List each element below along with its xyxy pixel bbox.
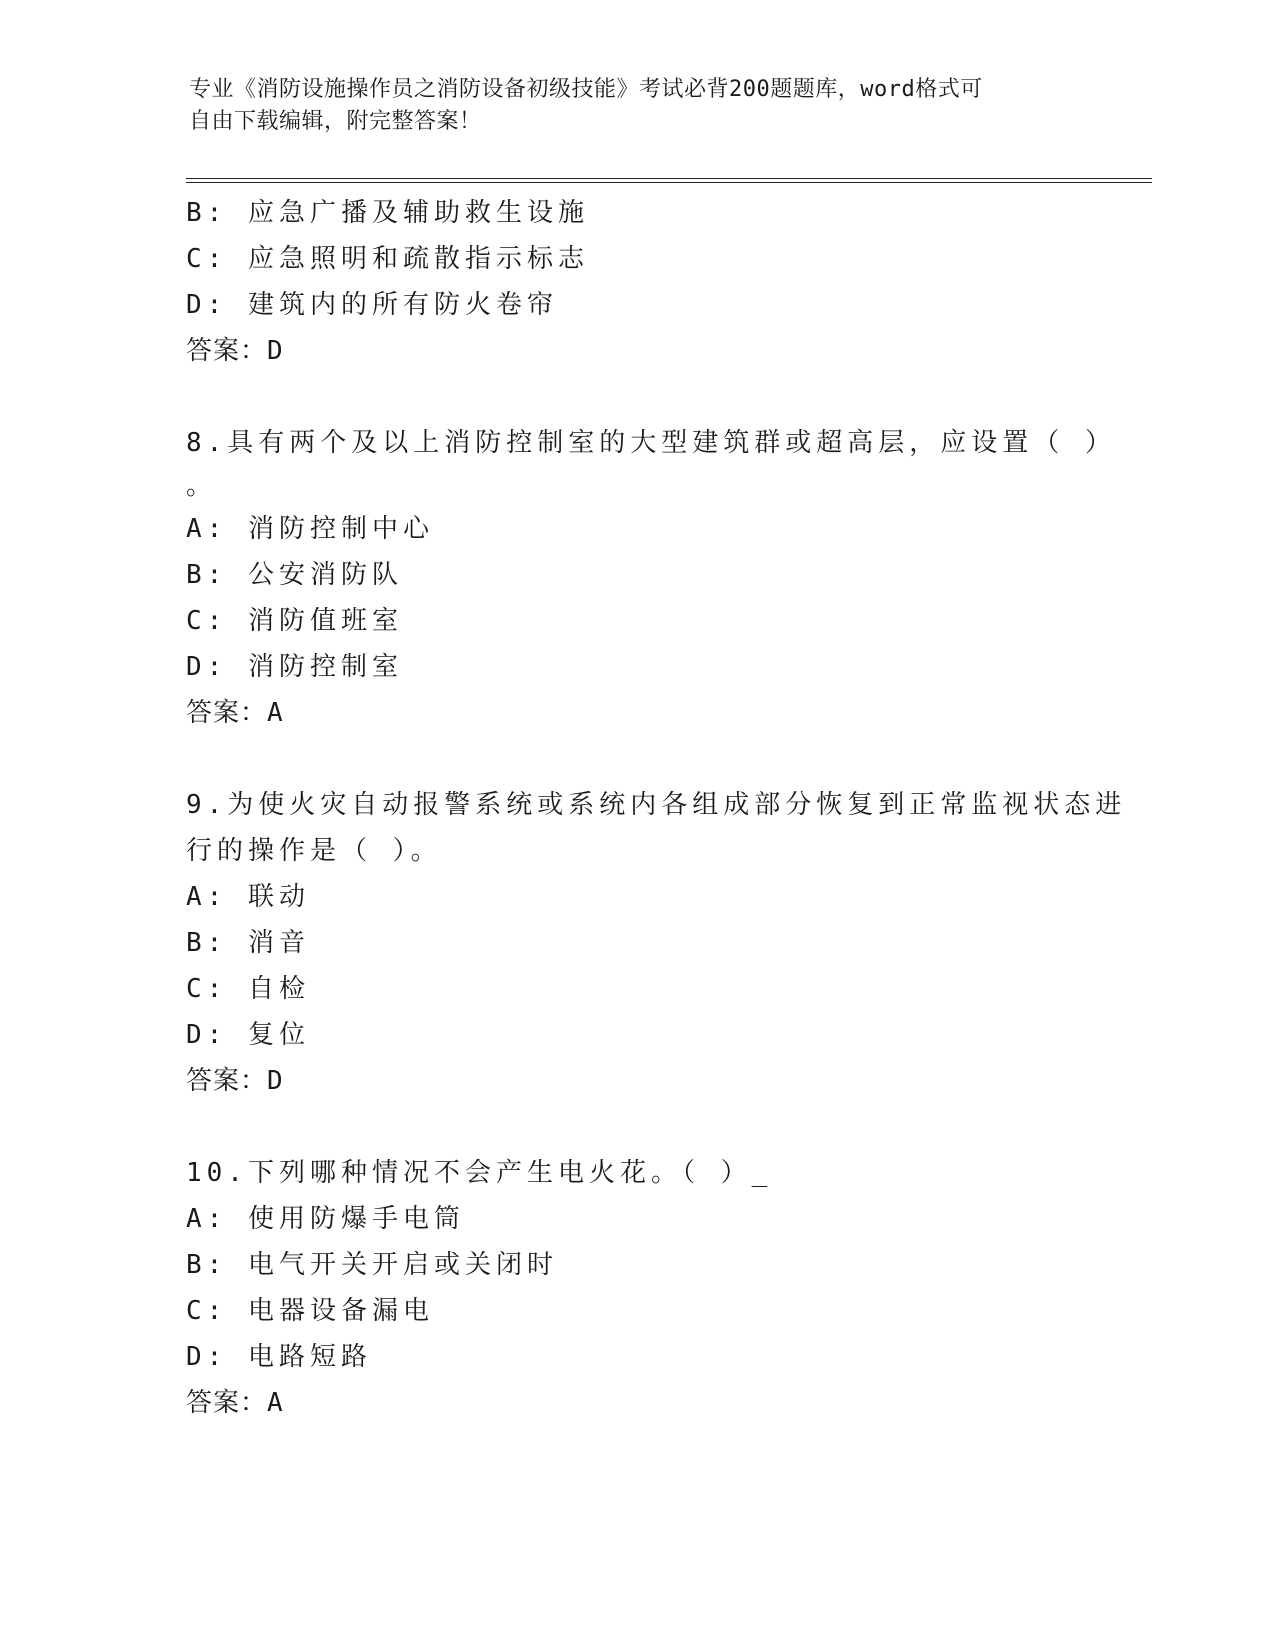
- question-text-line-2: 行的操作是（ ）。: [186, 836, 442, 866]
- question-text-line-1: 9.为使火灾自动报警系统或系统内各组成部分恢复到正常监视状态进: [186, 790, 1127, 820]
- answer-label: 答案：: [186, 336, 268, 366]
- question-text-line-2: 。: [186, 471, 218, 501]
- option-d: D: 电路短路: [186, 1342, 372, 1372]
- answer-value: A: [267, 1388, 284, 1418]
- question-9: [186, 782, 1127, 1104]
- question-list: [186, 190, 1127, 1426]
- option-a: A: 消防控制中心: [186, 514, 434, 544]
- answer-label: 答案：: [186, 1388, 268, 1418]
- question-text-line-1: 8.具有两个及以上消防控制室的大型建筑群或超高层，应设置（ ）: [186, 428, 1116, 458]
- question-10: [186, 1150, 1086, 1426]
- answer-line: [186, 1058, 1086, 1104]
- header-line-2: 自由下载编辑，附完整答案！: [189, 109, 482, 134]
- option-a: A: 使用防爆手电筒: [186, 1204, 465, 1234]
- option-d: D: 消防控制室: [186, 652, 403, 682]
- header-divider-bottom: [186, 182, 1152, 183]
- option-a: A: 联动: [186, 882, 310, 912]
- answer-value: A: [267, 698, 284, 728]
- option-c: C: 应急照明和疏散指示标志: [186, 244, 589, 274]
- answer-line: [186, 690, 1086, 736]
- option-d: D: 复位: [186, 1020, 310, 1050]
- option-b: B: 公安消防队: [186, 560, 403, 590]
- option-c: C: 消防值班室: [186, 606, 403, 636]
- option-b: B: 消音: [186, 928, 310, 958]
- option-b: B: 电气开关开启或关闭时: [186, 1250, 558, 1280]
- answer-label: 答案：: [186, 1066, 268, 1096]
- answer-line: [186, 328, 1086, 374]
- answer-value: D: [267, 1066, 284, 1096]
- option-d: D: 建筑内的所有防火卷帘: [186, 290, 558, 320]
- question-8: [186, 420, 1116, 736]
- header-line-1: 专业《消防设施操作员之消防设备初级技能》考试必背200题题库，word格式可: [189, 77, 983, 102]
- answer-label: 答案：: [186, 698, 268, 728]
- answer-value: D: [267, 336, 284, 366]
- answer-line: [186, 1380, 1086, 1426]
- partial-question: [186, 190, 1086, 374]
- header-divider-top: [186, 178, 1152, 179]
- option-c: C: 自检: [186, 974, 310, 1004]
- question-text-line-1: 10.下列哪种情况不会产生电火花。（ ）_: [186, 1158, 773, 1188]
- document-header: [189, 74, 1069, 138]
- option-b: B: 应急广播及辅助救生设施: [186, 198, 589, 228]
- option-c: C: 电器设备漏电: [186, 1296, 434, 1326]
